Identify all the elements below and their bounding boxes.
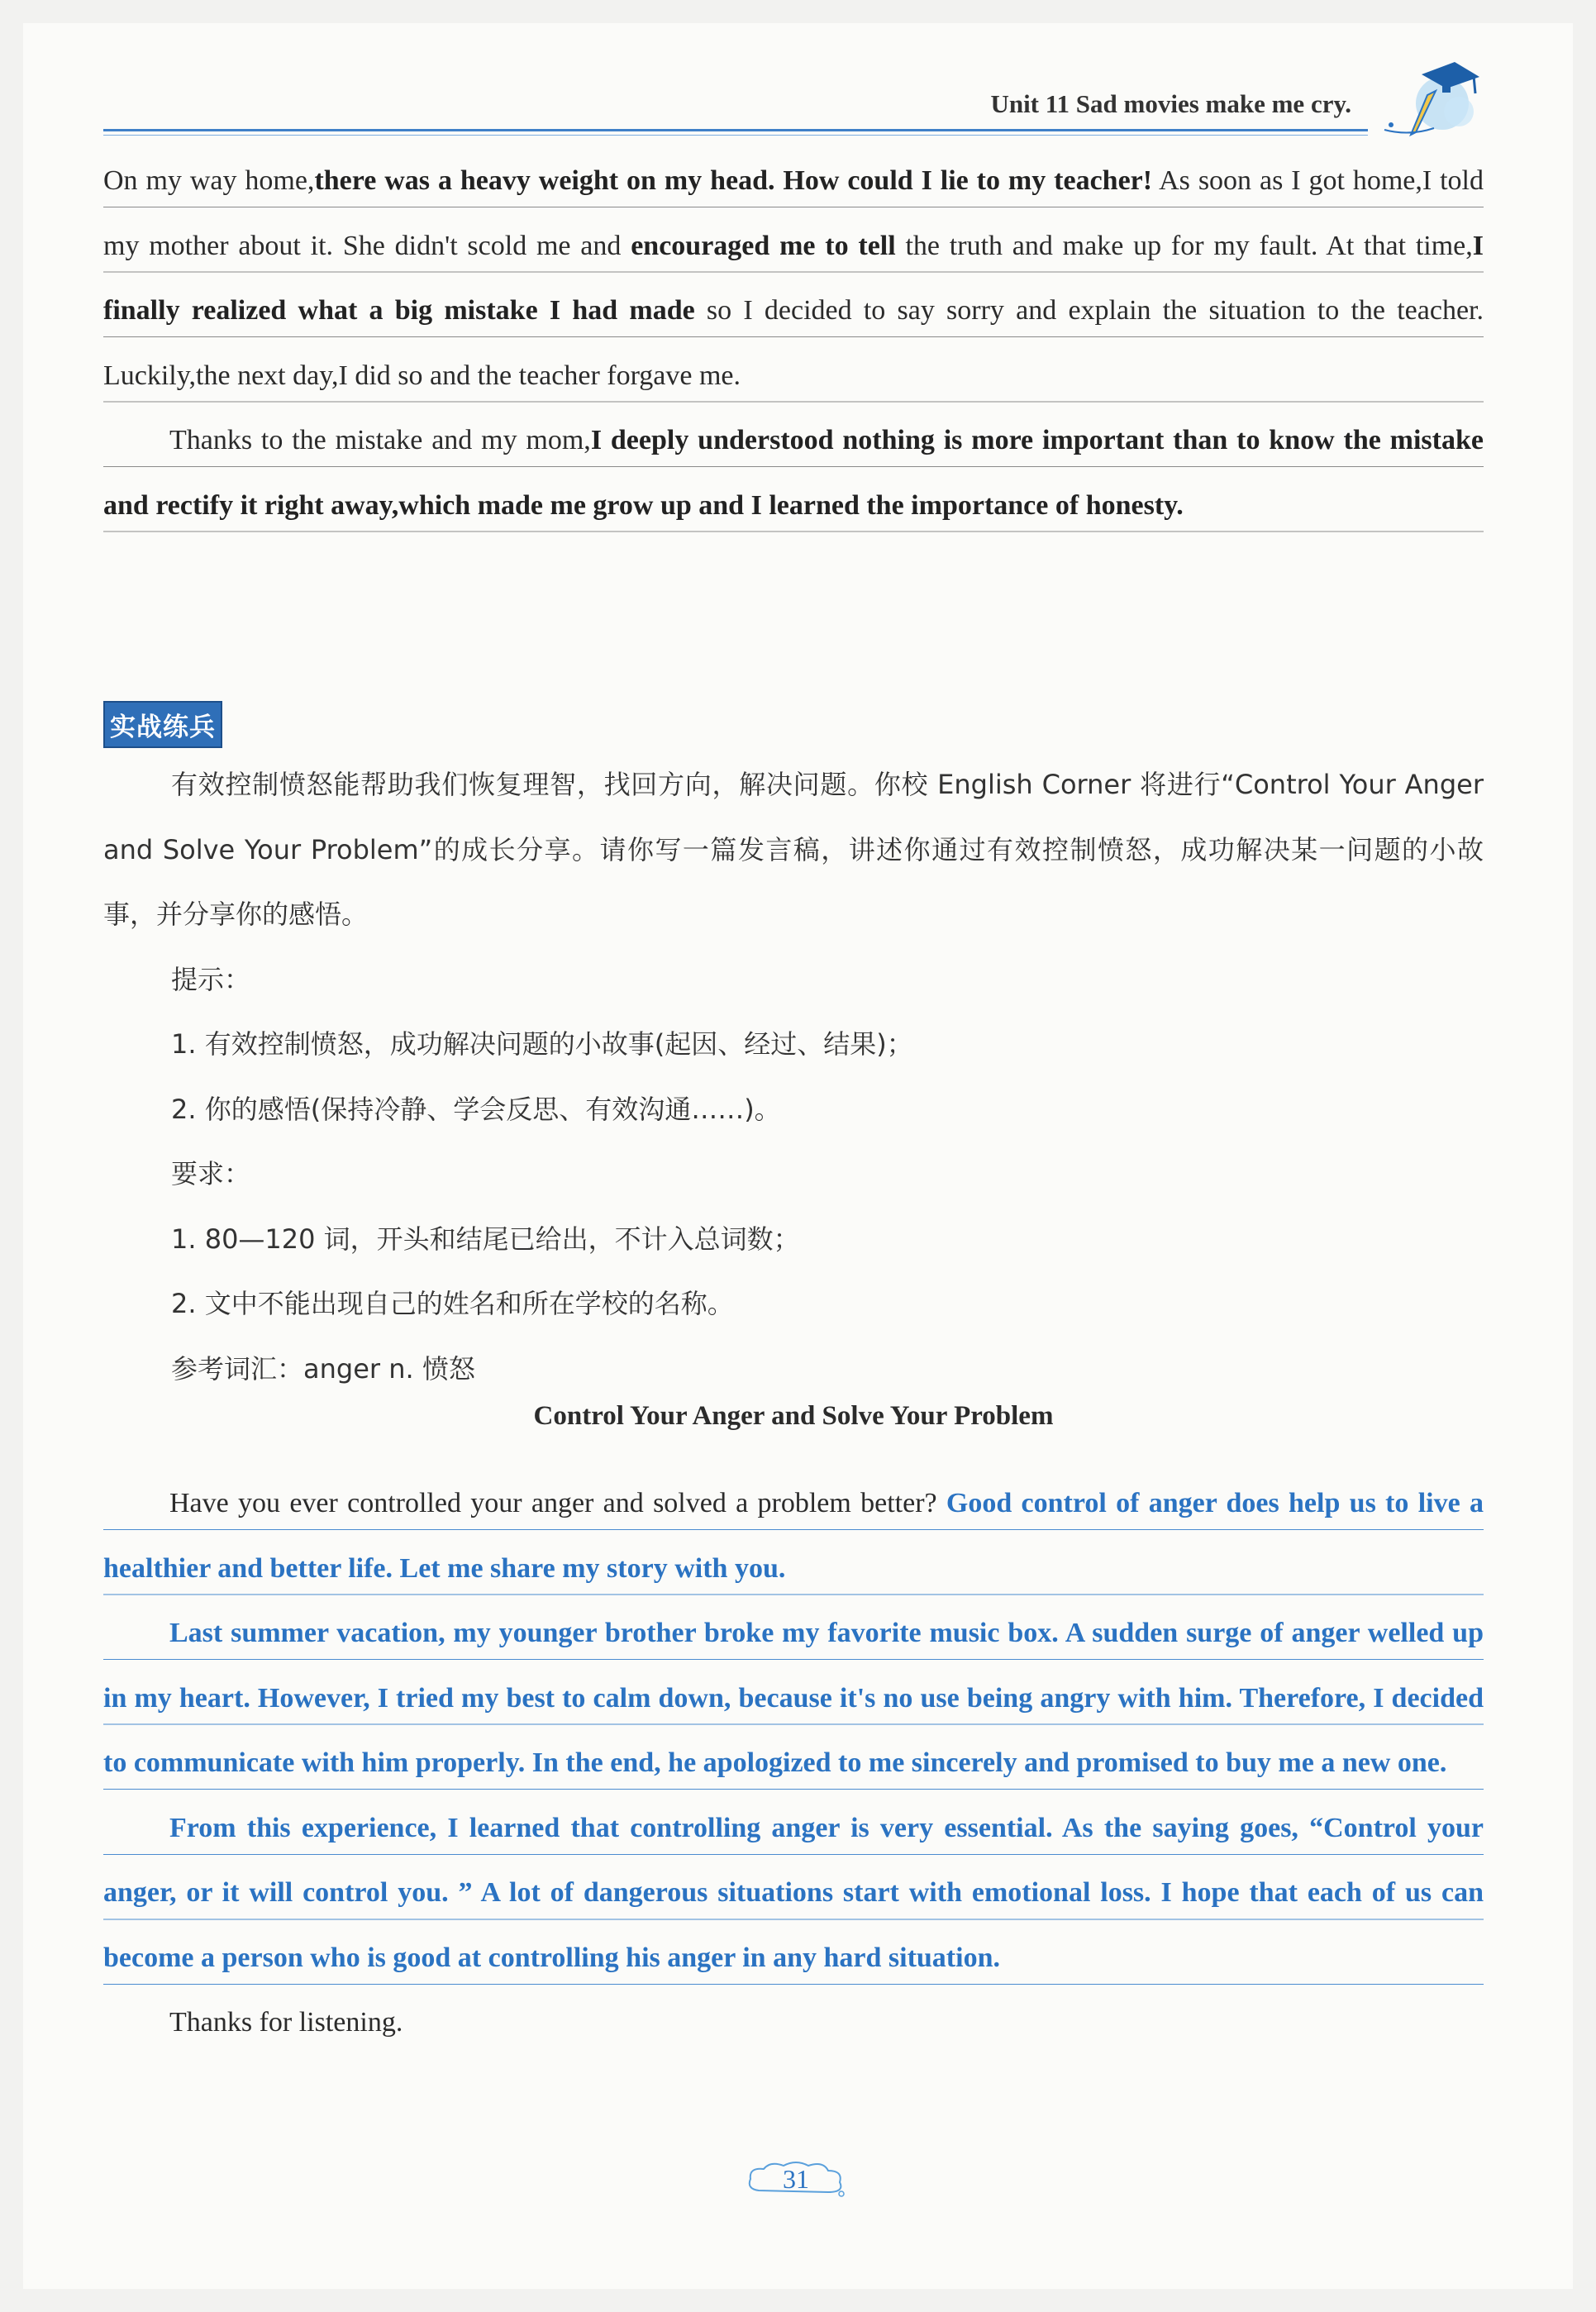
sample-essay <box>103 149 1484 538</box>
task-intro: 有效控制愤怒能帮助我们恢复理智，找回方向，解决问题。你校 English Corner 将进行“Control Your Anger and Solve Your Problem”的成长分享。请你写一篇发言稿，讲述你通过有效控制愤怒，成功解决某一问题的小故事，并分享你的感悟。 <box>103 769 1484 930</box>
essay-title: Control Your Anger and Solve Your Problem <box>533 1401 1054 1431</box>
header-rule-thin <box>103 135 1368 136</box>
answer-text: Good control of anger does help us to live a healthier and better life. Let me share my story with you. <box>103 1488 1484 1584</box>
bold-span: there was a heavy weight on my head. How could I lie to my teacher! <box>314 165 1153 196</box>
hint-label: 提示： <box>171 963 251 995</box>
requirement-item-1: 1. 80—120 词，开头和结尾已给出，不计入总词数； <box>171 1223 800 1255</box>
bold-span: encouraged me to tell <box>631 230 896 261</box>
hint-item-2: 2. 你的感悟(保持冷静、学会反思、有效沟通……)。 <box>171 1093 781 1125</box>
practice-section-tag: 实战练兵 <box>103 701 222 748</box>
essay-closing: Thanks for listening. <box>169 2007 403 2038</box>
essay-answer <box>103 1471 1484 2056</box>
vocabulary-note: 参考词汇：anger n. 愤怒 <box>171 1352 475 1385</box>
essay-paragraph-3: From this experience, I learned that controlling anger is very essential. As the saying goes, “Control your anger, or it will control you. ” A lot of dangerous situations start with emotional loss. I hope that each of us can become a person who is good at controlling his anger in any hard situation. <box>103 1796 1484 1991</box>
bold-span: I finally realized what a big mistake I had made <box>103 230 1484 326</box>
text-span: so I decided to say sorry and explain the situation to the teacher. Luckily,the next day,I did so and the teacher forgave me. <box>103 295 1484 391</box>
requirement-label: 要求： <box>171 1158 251 1189</box>
text-span: As soon as I got home,I told my mother about it. She didn't scold me and <box>103 165 1484 261</box>
requirement-item-2: 2. 文中不能出现自己的姓名和所在学校的名称。 <box>171 1288 734 1319</box>
text-span: On my way home, <box>103 165 315 196</box>
sample-paragraph-1 <box>103 149 1484 408</box>
essay-paragraph-2: Last summer vacation, my younger brother broke my favorite music box. A sudden surge of anger welled up in my heart. However, I tried my best to calm down, because it's no use being angry with him. Therefore, I decided to communicate with him properly. In the end, he apologized to me sincerely and promised to buy me a new one. <box>103 1601 1484 1796</box>
practice-task <box>103 752 1484 1401</box>
sample-paragraph-2 <box>103 408 1484 538</box>
graduation-cap-pencil-icon <box>1376 54 1484 145</box>
header-rule <box>103 129 1368 131</box>
text-span: Thanks to the mistake and my mom, <box>169 425 591 455</box>
bold-span: I deeply understood nothing is more important than to know the mistake and rectify it right away,which made me grow up and I learned the importance of honesty. <box>103 425 1484 521</box>
text-span: the truth and make up for my fault. At that time, <box>895 230 1473 261</box>
page-number-badge <box>742 2157 850 2200</box>
unit-title: Unit 11 Sad movies make me cry. <box>990 89 1351 118</box>
page-number: 31 <box>783 2164 809 2194</box>
essay-opening: Have you ever controlled your anger and solved a problem better? <box>169 1488 946 1518</box>
essay-paragraph-1 <box>103 1471 1484 1601</box>
page-header <box>103 83 1492 132</box>
hint-item-1: 1. 有效控制愤怒，成功解决问题的小故事(起因、经过、结果)； <box>171 1028 913 1060</box>
